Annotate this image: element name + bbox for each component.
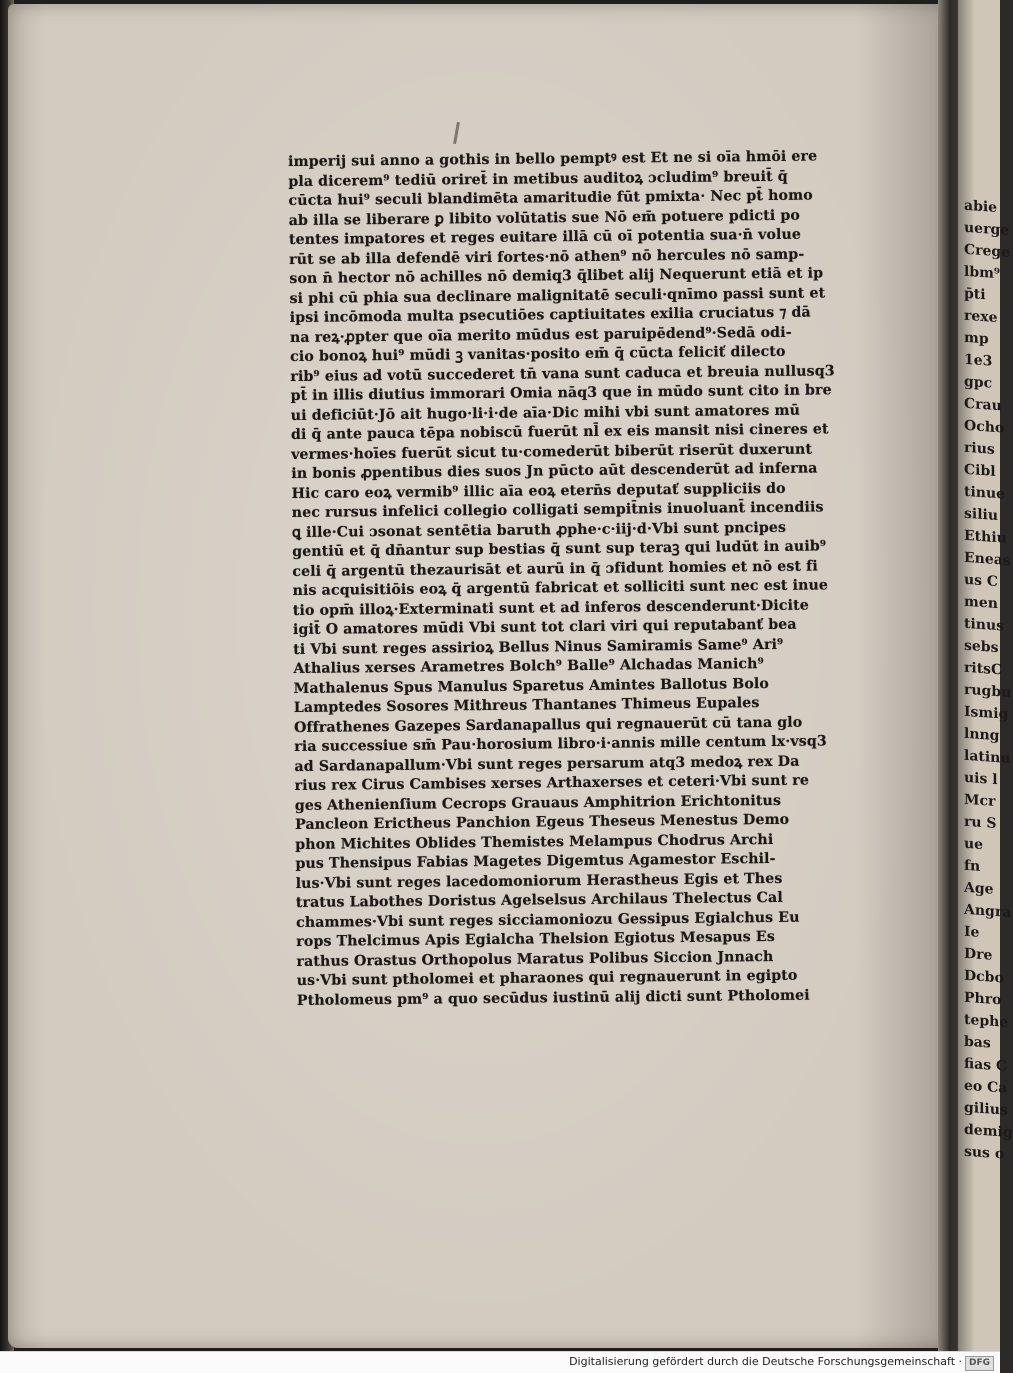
text-line: nec rursus infelici collegio colligati sempit̄nis inuoluant̄ incendiis bbox=[291, 499, 824, 521]
text-line: gentiū et q̄ dn̄antur sup bestias q̄ sunt sup teraꝫ qui ludūt in auib⁹ bbox=[292, 538, 827, 560]
text-line: cūcta hui⁹ seculi blandimēta amaritudie fūt pmixta· Nec pt̄ homo bbox=[288, 187, 813, 209]
facing-page-fragment: eo Ca bbox=[964, 1077, 1008, 1097]
facing-page-fragment: Ismig bbox=[964, 703, 1009, 723]
facing-page-fragment: Ethiu bbox=[964, 527, 1007, 547]
facing-page-fragment: Dre bbox=[964, 945, 993, 964]
facing-page-fragment: Dcbo bbox=[964, 967, 1004, 987]
facing-page-fragment: Cibl bbox=[964, 461, 996, 480]
facing-page-fragment: Crege bbox=[964, 241, 1011, 261]
facing-page-text bbox=[964, 196, 1013, 1163]
text-line: ipsi incōmoda multa psecutiōes captiuitates exilia cruciatus ⁊ dā bbox=[289, 304, 811, 326]
facing-page-fragment: gpc bbox=[964, 373, 993, 392]
facing-page-fragment: Mcr bbox=[964, 791, 996, 810]
text-line: tentes impatores et reges euitare illā cū oī potentia sua·n̄ volue bbox=[288, 226, 802, 248]
facing-page-fragment: fias C bbox=[964, 1055, 1008, 1075]
facing-page-fragment: fn bbox=[964, 857, 981, 875]
facing-page-fragment: lbm⁹ bbox=[964, 263, 1001, 283]
text-line: ria successiue sm̄ Pau·horosium libro·i·annis mille centum lx·vsq3 bbox=[294, 733, 827, 755]
facing-page-fragment: ue bbox=[964, 835, 984, 854]
text-line: imperij sui anno a gothis in bello pemptꝰ est Et ne si oīa hmōi ere bbox=[288, 148, 818, 170]
text-line: igit̄ O amatores mūdi Vbi sunt tot clari viri qui reputabanť bea bbox=[292, 616, 797, 638]
facing-page-fragment: rius bbox=[964, 439, 995, 458]
dfg-logo-icon: DFG bbox=[965, 1356, 994, 1371]
text-line: ab illa se liberare ꝑ libito volūtatis sue Nō em̄ potuere pdicti po bbox=[288, 207, 800, 229]
text-line: us·Vbi sunt ptholomei et pharaones qui regnauerunt in egipto bbox=[296, 967, 798, 989]
facing-page-fragment: ritsC bbox=[964, 659, 1003, 679]
text-line: tratus Labothes Doristus Agelselsus Archilaus Thelectus Cal bbox=[295, 889, 783, 911]
text-line: na reꝝ·ꝓpter que oīa merito mūdus est paruipēdend⁹·Sedā odi- bbox=[289, 324, 792, 346]
facing-page-fragment: abie bbox=[964, 197, 998, 217]
facing-page-fragment: sebs bbox=[964, 637, 999, 657]
footer-credit: Digitalisierung gefördert durch die Deutsche Forschungsgemeinschaft · bbox=[569, 1355, 962, 1368]
text-line: rūt se ab illa defendē viri fortes·nō athen⁹ nō hercules nō samp- bbox=[289, 246, 805, 268]
facing-page-fragment: Ie bbox=[964, 923, 980, 941]
text-line: celi q̄ argentū thezaurisāt et aurū in q̄ ɔfidunt homies et nō est fi bbox=[292, 557, 818, 580]
text-line: Hic caro eoꝝ vermib⁹ illic aīa eoꝝ etern̄s deputať suppliciis do bbox=[291, 480, 786, 502]
text-line: vermes·hoīes fuerūt sicut tu·comederūt biberūt riserūt duxerunt bbox=[291, 441, 813, 463]
facing-page-fragment: 1e3 bbox=[964, 351, 993, 370]
text-line: ges Athenienſium Cecrops Grauaus Amphitrion Erichtonitus bbox=[294, 792, 782, 814]
facing-page-fragment: bas bbox=[964, 1033, 991, 1052]
text-line: rib⁹ eius ad votū succederet tn̄ vana sunt caduca et breuia nullusq3 bbox=[290, 362, 835, 385]
text-line: Ptholomeus pm⁹ a quo secūdus iustinū alij dicti sunt Ptholomei bbox=[296, 987, 810, 1009]
text-line: Pancleon Ericthеus Panchion Egeus Theseus Menestus Demo bbox=[294, 811, 790, 833]
text-line: pus Thensipus Fabias Magetes Digemtus Agamestor Eschil- bbox=[295, 850, 776, 872]
text-line: phon Michites Oblides Themistes Melampus Chodrus Archi bbox=[295, 831, 774, 853]
facing-page-fragment: mp bbox=[964, 329, 989, 348]
text-line: rathus Orastus Orthopolus Maratus Polibus Siccion Jnnach bbox=[296, 948, 774, 970]
text-line: ꝗ ille·Cui ɔsonat sentētia baruth ꝓphe·c·iij·d·Vbi sunt pncipes bbox=[291, 519, 787, 541]
text-line: ad Sardanapallum·Vbi sunt reges persarum atq3 medoꝝ rex Da bbox=[294, 753, 800, 775]
text-line: cio bonoꝝ hui⁹ mūdi ꝫ vanitas·posito em̄ q̄ cūcta feliciť dilecto bbox=[290, 343, 786, 365]
facing-page-fragment: gilius bbox=[964, 1099, 1008, 1119]
facing-page-fragment: uerge bbox=[964, 219, 1010, 239]
facing-page-fragment: Phro bbox=[964, 989, 1002, 1009]
facing-page-fragment: p̄ti bbox=[964, 285, 986, 304]
text-line: rius rex Cirus Cambises xerses Arthaxerses et ceteri·Vbi sunt re bbox=[294, 772, 810, 794]
text-line: ti Vbi sunt reges assirioꝝ Bellus Ninus Samiramis Same⁹ Ari⁹ bbox=[293, 636, 784, 658]
facing-page-fragment: siliu bbox=[964, 505, 999, 525]
text-line: Mathalenus Spus Manulus Sparetus Amintes Ballotus Bolo bbox=[293, 675, 769, 697]
facing-page-fragment: latinu bbox=[964, 747, 1011, 767]
text-line: in bonis ꝓpentibus dies suos Jn pūcto aūt descenderūt ad inferna bbox=[291, 460, 818, 482]
text-line: pt̄ in illis diutius immorari Omia nāq3 que in mūdo sunt cito in bre bbox=[290, 382, 832, 404]
facing-page-fragment: demig bbox=[964, 1121, 1013, 1142]
facing-page-fragment: Ocho bbox=[964, 417, 1005, 437]
text-line: Athalius xerses Arametres Bolch⁹ Balle⁹ Alchadas Manich⁹ bbox=[293, 656, 764, 677]
facing-page-fragment: uis l bbox=[964, 769, 998, 789]
facing-page-fragment: men bbox=[964, 593, 998, 613]
facing-page-fragment: tinue bbox=[964, 483, 1006, 503]
facing-page-fragment: ru S bbox=[964, 813, 997, 833]
facing-page-fragment: tephe bbox=[964, 1011, 1009, 1031]
text-line: nis acquisitiōis eoꝝ q̄ argentū fabricat et solliciti sunt nec est inue bbox=[292, 577, 829, 599]
text-line: Offrathenes Gazepes Sardanapallus qui regnauerūt cū tana glo bbox=[293, 714, 803, 736]
text-line: Lamptedes Sosores Mithreus Thantanes Thimeus Eupales bbox=[293, 695, 760, 716]
footer-bar bbox=[0, 1351, 1000, 1373]
text-line: lus·Vbi sunt reges lacedomoniorum Herasthеus Egis et Thes bbox=[295, 870, 783, 892]
facing-page-fragment: sus o bbox=[964, 1143, 1005, 1163]
text-line: di q̄ ante pauca tēpa nobiscū fuerūt nl̄ ex eis mansit nisi cineres et bbox=[290, 421, 829, 443]
main-text-block bbox=[288, 147, 869, 1011]
facing-page-fragment: lnng bbox=[964, 725, 1000, 745]
facing-page-fragment: rexe bbox=[964, 307, 998, 327]
text-line: son n̄ hector nō achilles nō demiq3 q̄libet alij Nequerunt etiā et ip bbox=[289, 265, 824, 287]
facing-page-fragment: Crau bbox=[964, 395, 1002, 415]
facing-page-fragment: tinus bbox=[964, 615, 1005, 635]
facing-page-fragment: Eneas bbox=[964, 549, 1011, 570]
text-line: tio opm̄ illoꝝ·Exterminati sunt et ad inferos descenderunt·Dicite bbox=[292, 597, 809, 619]
text-line: ui deficiūt·Jō ait hugo·li·i·de aīa·Dic mihi vbi sunt amatores mū bbox=[290, 402, 801, 424]
facing-page-fragment: Age bbox=[964, 879, 994, 898]
facing-page-fragment: us C bbox=[964, 571, 999, 591]
facing-page-fragment: rugbu bbox=[964, 681, 1012, 702]
text-line: pla dicerem⁹ tediū oriret̄ in metibus auditoꝝ ɔcludim⁹ breuit̄ q̄ bbox=[288, 168, 788, 190]
text-line: si phi cū phia sua declinare malignitatē seculi·qnīmo passi sunt et bbox=[289, 284, 826, 307]
text-line: chammes·Vbi sunt reges sicciamoniozu Gessipus Egialchus Eu bbox=[295, 909, 800, 931]
facing-page-fragment: Angra bbox=[964, 901, 1012, 922]
text-line: rops Thelcimus Apis Egialcha Thelsion Egiotus Mesapus Es bbox=[296, 928, 775, 950]
